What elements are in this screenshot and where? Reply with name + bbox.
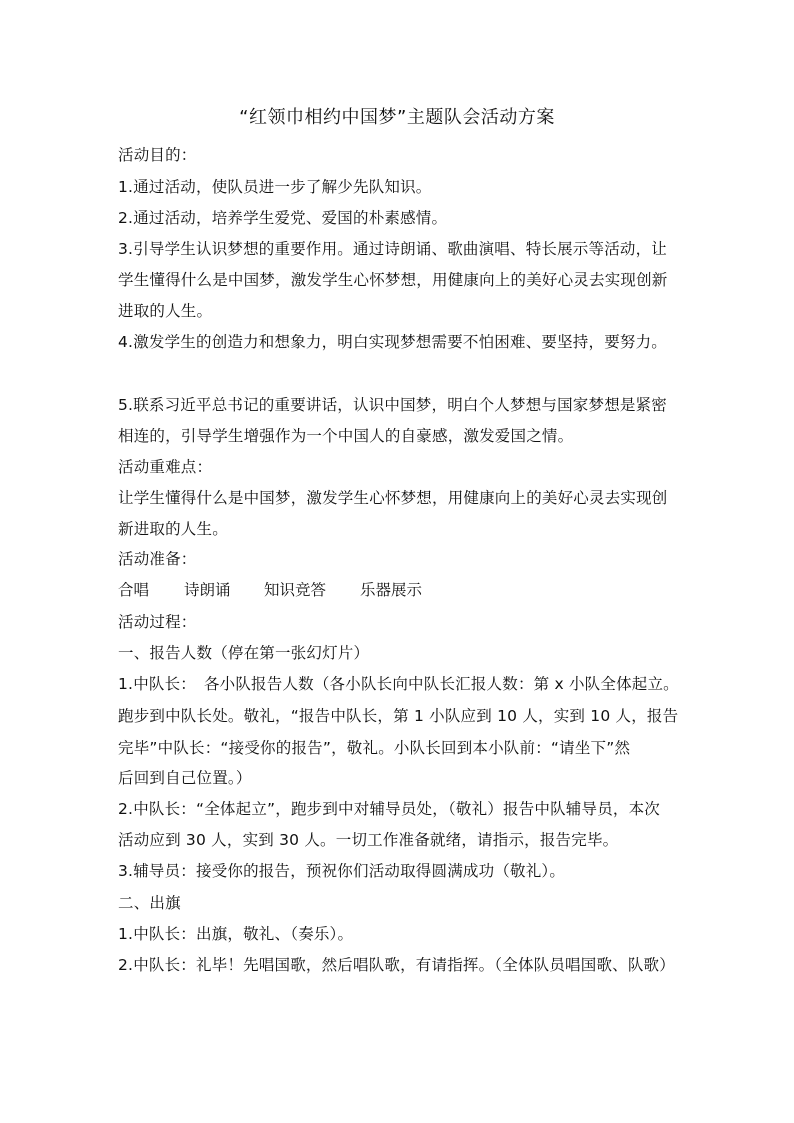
- objective-2: 2.通过活动，培养学生爱党、爱国的朴素感情。: [118, 209, 448, 227]
- preparation-item: 合唱: [118, 581, 150, 599]
- process-paragraph-1-line-3: 完毕”中队长：“接受你的报告”，敬礼。小队长回到本小队前：“请坐下”然: [118, 739, 631, 757]
- process-paragraph-1-line-2: 跑步到中队长处。敬礼，“报告中队长，第 1 小队应到 10 人，实到 10 人，报告: [118, 707, 679, 725]
- process-paragraph-2-line-2: 活动应到 30 人，实到 30 人。一切工作准备就绪，请指示，报告完毕。: [118, 831, 619, 849]
- process-paragraph-3: 3.辅导员：接受你的报告，预祝你们活动取得圆满成功（敬礼）。: [118, 862, 566, 880]
- process-paragraph-1-line-4: 后回到自己位置。）: [118, 769, 252, 787]
- flag-paragraph-1: 1.中队长：出旗，敬礼、（奏乐）。: [118, 925, 354, 943]
- section-heading-preparation: 活动准备：: [118, 550, 197, 568]
- objective-1: 1.通过活动，使队员进一步了解少先队知识。: [118, 178, 432, 196]
- document-title: “红领巾相约中国梦”主题队会活动方案: [239, 107, 555, 128]
- section-heading-objectives: 活动目的：: [118, 146, 197, 164]
- key-points-line-1: 让学生懂得什么是中国梦，激发学生心怀梦想，用健康向上的美好心灵去实现创: [118, 489, 668, 507]
- preparation-item: 知识竞答: [264, 581, 327, 599]
- key-points-line-2: 新进取的人生。: [118, 520, 228, 538]
- process-step-2-heading: 二、出旗: [118, 894, 181, 912]
- process-paragraph-1-line-1: 1.中队长： 各小队报告人数（各小队长向中队长汇报人数：第 x 小队全体起立。: [118, 675, 679, 693]
- objective-3-line-3: 进取的人生。: [118, 302, 213, 320]
- objective-4: 4.激发学生的创造力和想象力，明白实现梦想需要不怕困难、要坚持，要努力。: [118, 333, 667, 351]
- process-step-1-heading: 一、报告人数（停在第一张幻灯片）: [118, 644, 370, 662]
- objective-3-line-1: 3.引导学生认识梦想的重要作用。通过诗朗诵、歌曲演唱、特长展示等活动，让: [118, 240, 667, 258]
- preparation-item: 诗朗诵: [184, 581, 231, 599]
- objective-5-line-1: 5.联系习近平总书记的重要讲话，认识中国梦，明白个人梦想与国家梦想是紧密: [118, 396, 667, 414]
- objective-3-line-2: 学生懂得什么是中国梦，激发学生心怀梦想，用健康向上的美好心灵去实现创新: [118, 271, 668, 289]
- process-paragraph-2-line-1: 2.中队长：“全体起立”，跑步到中对辅导员处，（敬礼）报告中队辅导员，本次: [118, 800, 661, 818]
- section-heading-process: 活动过程：: [118, 613, 197, 631]
- objective-5-line-2: 相连的，引导学生增强作为一个中国人的自豪感，激发爱国之情。: [118, 427, 574, 445]
- section-heading-key-points: 活动重难点：: [118, 458, 213, 476]
- flag-paragraph-2: 2.中队长：礼毕！先唱国歌，然后唱队歌，有请指挥。（全体队员唱国歌、队歌）: [118, 956, 675, 974]
- preparation-item: 乐器展示: [360, 581, 423, 599]
